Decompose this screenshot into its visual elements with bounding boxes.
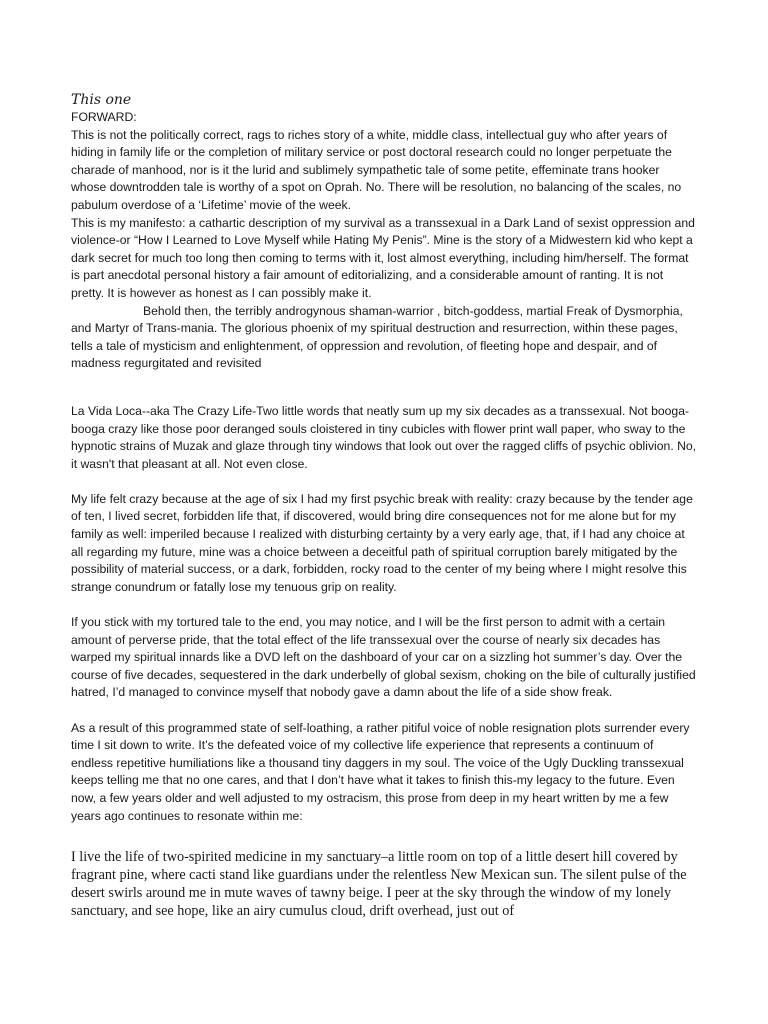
paragraph-6: If you stick with my tortured tale to the end, you may notice, and I will be the first person to admit with a certain amount of perverse pride, that the total effect of the life transsexual over the course of nearly six decades has warped my spiritual innards like a DVD left on the dashboard of your car on a sizzling hot summer’s day. Over the course of five decades, sequestered in the dark underbelly of global sexism, choking on the bile of culturally justified hatred, I’d managed to convince myself that nobody gave a damn about the life of a side show freak. xyxy=(71,615,696,700)
paragraph-5: My life felt crazy because at the age of six I had my first psychic break with reality: crazy because by the tender age of ten, I lived secret, forbidden life that, if discovered, would bring dire consequences not for me alone but for my family as well: imperiled because I realized with disturbing certainty by a very early age, that, if I had any choice at all regarding my future, mine was a choice between a deceitful path of spiritual corruption barely mitigated by the possibility of material success, or a dark, forbidden, rocky road to the center of my being where I might resolve this strange conundrum or fatally lose my tenuous grip on reality. xyxy=(71,491,693,594)
paragraph-1: This is not the politically correct, rags to riches story of a white, middle class, intellectual guy who after years of hiding in family life or the completion of military service or post doctoral research could no longer perpetuate the charade of manhood, nor is it the lurid and sublimely sympathetic tale of some petite, effeminate trans hooker whose downtrodden tale is worthy of a spot on Oprah. No. There will be resolution, no balancing of the scales, no pabulum overdose of a ‘Lifetime’ movie of the week. xyxy=(71,127,682,212)
document-heading: This one xyxy=(71,92,132,108)
paragraph-3: Behold then, the terribly androgynous shaman-warrior , bitch-goddess, martial Freak of Dysmorphia, and Martyr of Trans-mania. The glorious phoenix of my spiritual destruction and resurrection, within these pages, tells a tale of mysticism and enlightenment, of oppression and revolution, of fleeting hope and despair, and of madness regurgitated and revisited xyxy=(71,303,683,371)
spacer xyxy=(71,702,697,720)
spacer xyxy=(71,825,697,849)
spacer xyxy=(71,473,697,491)
document-page xyxy=(71,91,697,920)
paragraph-2: This is my manifesto: a cathartic description of my survival as a transsexual in a Dark Land of sexist oppression and violence-or “How I Learned to Love Myself while Hating My Penis”. Mine is the story of a Midwestern kid who kept a dark secret for much too long then coming to terms with it, lost almost everything, including him/herself. The format is part anecdotal personal history a fair amount of editorializing, and a considerable amount of ranting. It is not pretty. It is however as honest as I can possibly make it. xyxy=(71,215,695,300)
forward-label: FORWARD: xyxy=(71,110,137,124)
paragraph-8: I live the life of two-spirited medicine in my sanctuary–a little room on top of a little desert hill covered by fragrant pine, where cacti stand like guardians under the relentless New Mexican sun. The silent pulse of the desert swirls around me in mute waves of tawny beige. I peer at the sky through the window of my lonely sanctuary, and see hope, like an airy cumulus cloud, drift overhead, just out of xyxy=(71,849,687,919)
paragraph-7: As a result of this programmed state of self-loathing, a rather pitiful voice of noble resignation plots surrender every time I sit down to write. It’s the defeated voice of my collective life experience that represents a continuum of endless repetitive humiliations like a thousand tiny daggers in my soul. The voice of the Ugly Duckling transsexual keeps telling me that no one cares, and that I don’t have what it takes to finish this-my legacy to the future. Even now, a few years older and well adjusted to my ostracism, this prose from deep in my heart written by me a few years ago continues to resonate within me: xyxy=(71,720,690,823)
spacer xyxy=(71,373,697,403)
spacer xyxy=(71,596,697,614)
paragraph-4: La Vida Loca--aka The Crazy Life-Two little words that neatly sum up my six decades as a transsexual. Not booga-booga crazy like those poor deranged souls cloistered in tiny cubicles with flower print wall paper, who sway to the hypnotic strains of Muzak and glaze through tiny windows that look out over the ragged cliffs of psychic oblivion. No, it wasn't that pleasant at all. Not even close. xyxy=(71,403,697,471)
